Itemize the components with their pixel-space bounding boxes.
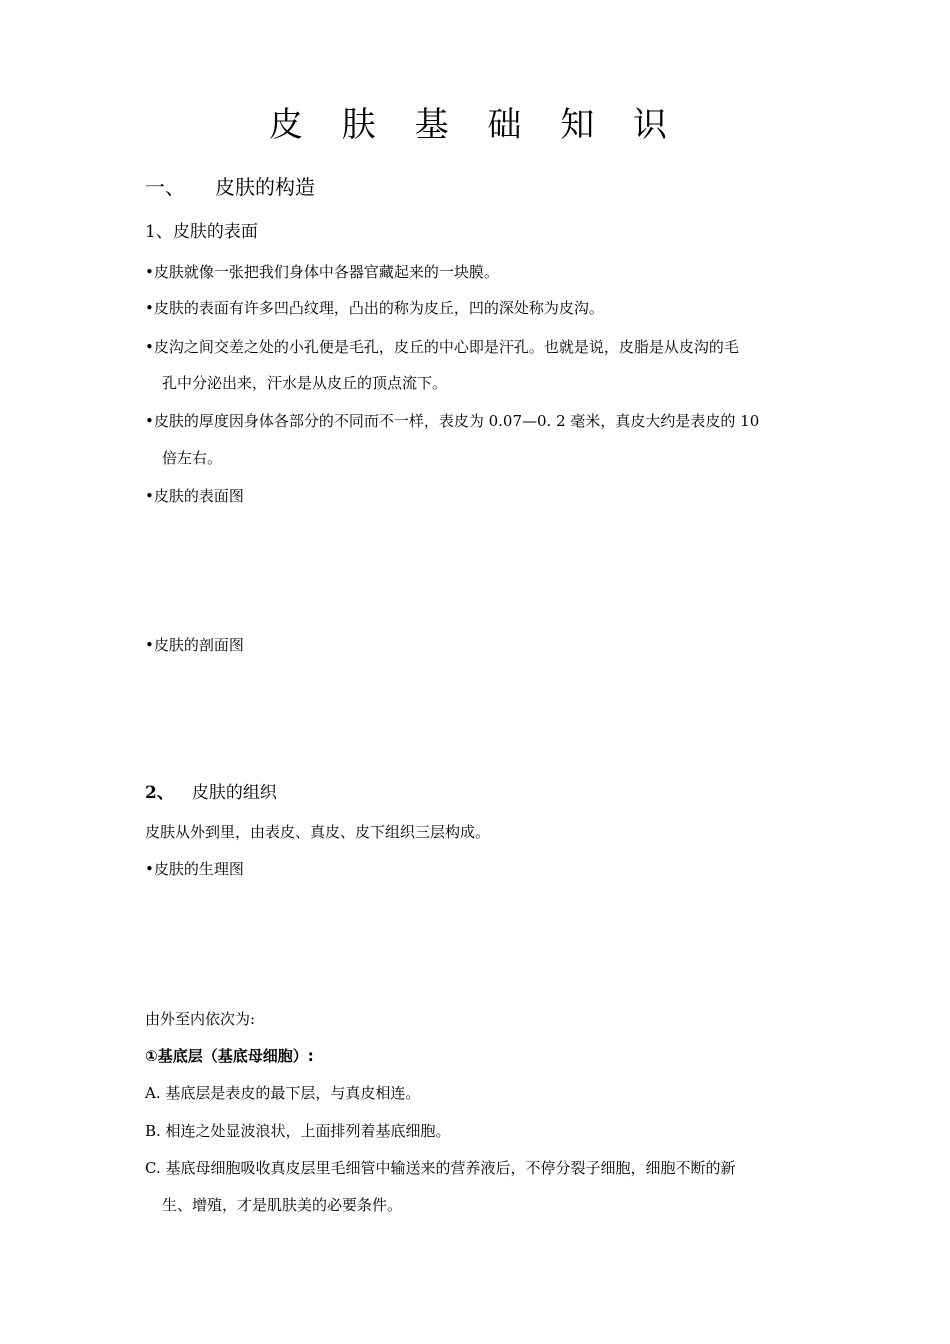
basal-item-c-continued: 生、增殖，才是肌肤美的必要条件。 (162, 1196, 403, 1214)
bullet-skin-membrane: •皮肤就像一张把我们身体中各器官藏起来的一块膜。 (145, 263, 499, 281)
bullet-surface-diagram: •皮肤的表面图 (145, 487, 244, 505)
section-number: 一、 (145, 175, 185, 199)
bullet-physiology-diagram: •皮肤的生理图 (145, 860, 244, 878)
subsection-number: 2、 (145, 783, 174, 803)
bullet-pores-continued: 孔中分泌出来，汗水是从皮丘的顶点流下。 (162, 374, 448, 392)
subsection-heading-surface: 1、皮肤的表面 (145, 222, 258, 242)
bullet-pores: •皮沟之间交差之处的小孔便是毛孔，皮丘的中心即是汗孔。也就是说，皮脂是从皮沟的毛 (145, 338, 739, 356)
basal-item-a: A. 基底层是表皮的最下层，与真皮相连。 (145, 1084, 421, 1102)
bullet-cross-section-diagram: •皮肤的剖面图 (145, 636, 244, 654)
basal-item-b: B. 相连之处显波浪状，上面排列着基底细胞。 (145, 1122, 451, 1140)
layer-order-text: 由外至内依次为: (145, 1010, 256, 1028)
document-title: 皮 肤 基 础 知 识 (268, 105, 682, 145)
bullet-skin-thickness-continued: 倍左右。 (162, 449, 223, 467)
basal-item-c: C. 基底母细胞吸收真皮层里毛细管中输送来的营养液后，不停分裂子细胞，细胞不断的新 (145, 1159, 736, 1177)
bullet-skin-texture: •皮肤的表面有许多凹凸纹理，凸出的称为皮丘，凹的深处称为皮沟。 (145, 299, 604, 317)
tissue-intro: 皮肤从外到里，由表皮、真皮、皮下组织三层构成。 (145, 823, 491, 841)
section-title: 皮肤的构造 (215, 175, 315, 199)
bullet-skin-thickness: •皮肤的厚度因身体各部分的不同而不一样，表皮为 0.07—0. 2 毫米，真皮大约是表皮的 10 (145, 412, 760, 430)
basal-layer-heading: ①基底层（基底母细胞）: (145, 1047, 314, 1065)
subsection-title: 皮肤的组织 (191, 783, 277, 803)
section-heading-structure (145, 172, 315, 202)
subsection-heading-tissue (145, 780, 277, 806)
